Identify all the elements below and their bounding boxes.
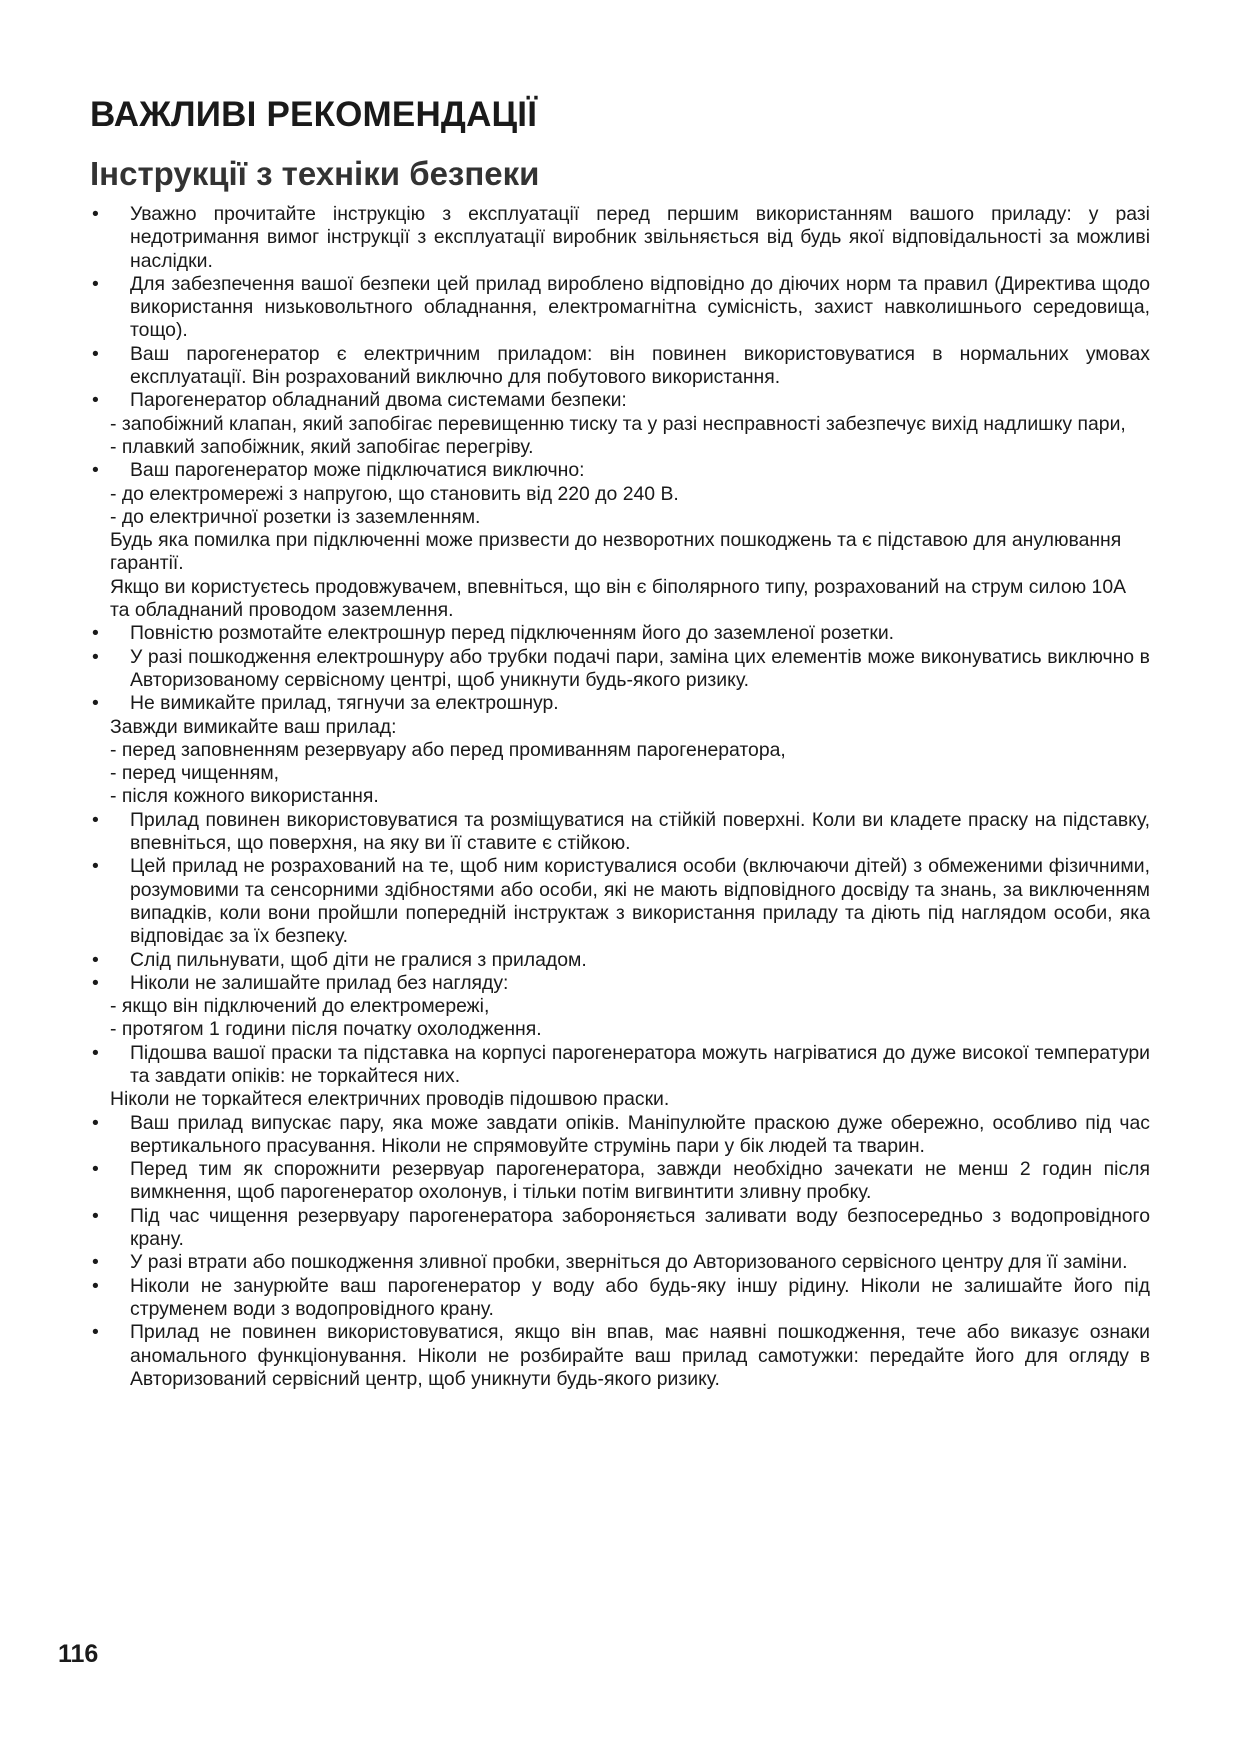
bullet: • xyxy=(92,645,99,668)
list-item-text: Ваш парогенератор є електричним приладом: він повинен використовуватися в нормальних умовах експлуатації. Він розрахований виключно для побутового використання. xyxy=(130,342,1150,389)
bullet: • xyxy=(92,272,99,295)
list-item xyxy=(90,1112,1150,1159)
list-item xyxy=(90,203,1150,273)
list-item-text: Ніколи не занурюйте ваш парогенератор у воду або будь-яку іншу рідину. Ніколи не залишайте його під струменем води з водопровідного крану. xyxy=(130,1274,1150,1320)
bullet: • xyxy=(92,1251,99,1274)
section-title: Інструкції з техніки безпеки xyxy=(90,155,540,192)
page-heading: ВАЖЛИВІ РЕКОМЕНДАЦІЇ xyxy=(90,95,538,134)
list-item xyxy=(90,343,1150,390)
list-item xyxy=(90,389,1150,412)
sub-item: - перед чищенням, xyxy=(110,762,280,785)
list-item xyxy=(90,855,1150,948)
list-item xyxy=(90,1321,1150,1391)
list-item-text: Не вимикайте прилад, тягнучи за електрошнур. xyxy=(130,692,559,715)
bullet: • xyxy=(92,1041,99,1064)
safety-instructions-list xyxy=(90,203,1150,1391)
list-item-text: Прилад не повинен використовуватися, якщо він впав, має наявні пошкодження, тече або виказує ознаки аномального функціонування. Ніколи не розбирайте ваш прилад самотужки: передайте його для огляду в Авторизований сервісний центр, щоб уникнути будь-якого ризику. xyxy=(130,1321,1150,1390)
page-content xyxy=(90,95,1150,1391)
bullet: • xyxy=(92,692,99,715)
bullet: • xyxy=(92,1111,99,1134)
list-item-text: Уважно прочитайте інструкцію з експлуатації перед першим використанням вашого приладу: у разі недотримання вимог інструкції з експлуатації виробник звільняється від будь якої відповідальності за можливі наслідки. xyxy=(130,203,1150,272)
list-item-text: Слід пильнувати, щоб діти не гралися з приладом. xyxy=(130,948,587,971)
note-text: Завжди вимикайте ваш прилад: xyxy=(110,715,397,738)
sub-item: - запобіжний клапан, який запобігає перевищенню тиску та у разі несправності забезпечує вихід надлишку пари, xyxy=(110,412,1126,435)
list-item-text: У разі втрати або пошкодження зливної пробки, зверніться до Авторизованого сервісного центру для її заміни. xyxy=(130,1251,1128,1274)
list-item xyxy=(90,692,1150,715)
sub-item: - плавкий запобіжник, який запобігає перегріву. xyxy=(110,435,534,458)
list-item-text: Парогенератор обладнаний двома системами безпеки: xyxy=(130,389,627,412)
note-text: Якщо ви користуєтесь продовжувачем, впевніться, що він є біполярного типу, розрахований на струм силою 10А та обладнаний проводом заземлення. xyxy=(110,575,1127,622)
list-item xyxy=(90,1158,1150,1205)
list-item-text: Ваш прилад випускає пару, яка може завдати опіків. Маніпулюйте праскою дуже обережно, особливо під час вертикального прасування. Ніколи не спрямовуйте струмінь пари у бік людей та тварин. xyxy=(130,1111,1150,1157)
bullet: • xyxy=(92,1204,99,1227)
page-number: 116 xyxy=(58,1640,99,1668)
list-item xyxy=(90,1275,1150,1322)
bullet: • xyxy=(92,389,99,412)
bullet: • xyxy=(92,342,99,365)
sub-item: - протягом 1 години після початку охолодження. xyxy=(110,1018,542,1041)
list-item xyxy=(90,1251,1150,1274)
list-item xyxy=(90,809,1150,856)
list-item-text: Повністю розмотайте електрошнур перед підключенням його до заземленої розетки. xyxy=(130,622,895,645)
sub-item: - перед заповненням резервуару або перед промиванням парогенератора, xyxy=(110,738,786,761)
bullet: • xyxy=(92,622,99,645)
bullet: • xyxy=(92,1274,99,1297)
bullet: • xyxy=(92,1158,99,1181)
list-item xyxy=(90,273,1150,343)
list-item-text: У разі пошкодження електрошнуру або трубки подачі пари, заміна цих елементів може виконуватись виключно в Авторизованому сервісному центрі, щоб уникнути будь-якого ризику. xyxy=(130,645,1150,691)
list-item-text: Підошва вашої праски та підставка на корпусі парогенератора можуть нагріватися до дуже високої температури та завдати опіків: не торкайтеся них. xyxy=(130,1041,1150,1087)
list-item xyxy=(90,972,1150,995)
note-text: Ніколи не торкайтеся електричних проводів підошвою праски. xyxy=(110,1088,670,1111)
list-item-text: Під час чищення резервуару парогенератора забороняється заливати воду безпосередньо з водопровідного крану. xyxy=(130,1204,1150,1251)
note-text: Будь яка помилка при підключенні може призвести до незворотних пошкоджень та є підставою для анулювання гарантії. xyxy=(110,529,1122,575)
list-item-text: Цей прилад не розрахований на те, щоб ним користувалися особи (включаючи дітей) з обмеженими фізичними, розумовими та сенсорними здібностями або особи, які не мають відповідного досвіду та знань, за виключенням випадків, коли вони пройшли попередній інструктаж з використання приладу та діють під наглядом особи, яка відповідає за їх безпеку. xyxy=(130,855,1150,948)
list-item-text: Ваш парогенератор може підключатися виключно: xyxy=(130,459,585,482)
list-item xyxy=(90,949,1150,972)
list-item xyxy=(90,622,1150,645)
bullet: • xyxy=(92,808,99,831)
bullet: • xyxy=(92,948,99,971)
list-item-text: Перед тим як спорожнити резервуар парогенератора, завжди необхідно зачекати не менш 2 годин після вимкнення, щоб парогенератор охолонув, і тільки потім вигвинтити зливну пробку. xyxy=(130,1158,1150,1204)
list-item xyxy=(90,1042,1150,1089)
list-item xyxy=(90,1205,1150,1252)
sub-item: - до електричної розетки із заземленням. xyxy=(110,505,481,528)
bullet: • xyxy=(92,971,99,994)
list-item-text: Для забезпечення вашої безпеки цей прилад вироблено відповідно до діючих норм та правил (Директива щодо використання низьковольтного обладнання, електромагнітна сумісність, захист навколишнього середовища, тощо). xyxy=(130,272,1150,342)
bullet: • xyxy=(92,855,99,878)
bullet: • xyxy=(92,459,99,482)
bullet: • xyxy=(92,203,99,225)
bullet: • xyxy=(92,1321,99,1344)
sub-item: - після кожного використання. xyxy=(110,785,379,808)
list-item-text: Прилад повинен використовуватися та розміщуватися на стійкій поверхні. Коли ви кладете праску на підставку, впевніться, що поверхня, на яку ви її ставите є стійкою. xyxy=(130,808,1150,855)
list-item-text: Ніколи не залишайте прилад без нагляду: xyxy=(130,971,509,994)
sub-item: - якщо він підключений до електромережі, xyxy=(110,995,490,1018)
list-item xyxy=(90,646,1150,693)
sub-item: - до електромережі з напругою, що становить від 220 до 240 В. xyxy=(110,482,679,505)
list-item xyxy=(90,459,1150,482)
